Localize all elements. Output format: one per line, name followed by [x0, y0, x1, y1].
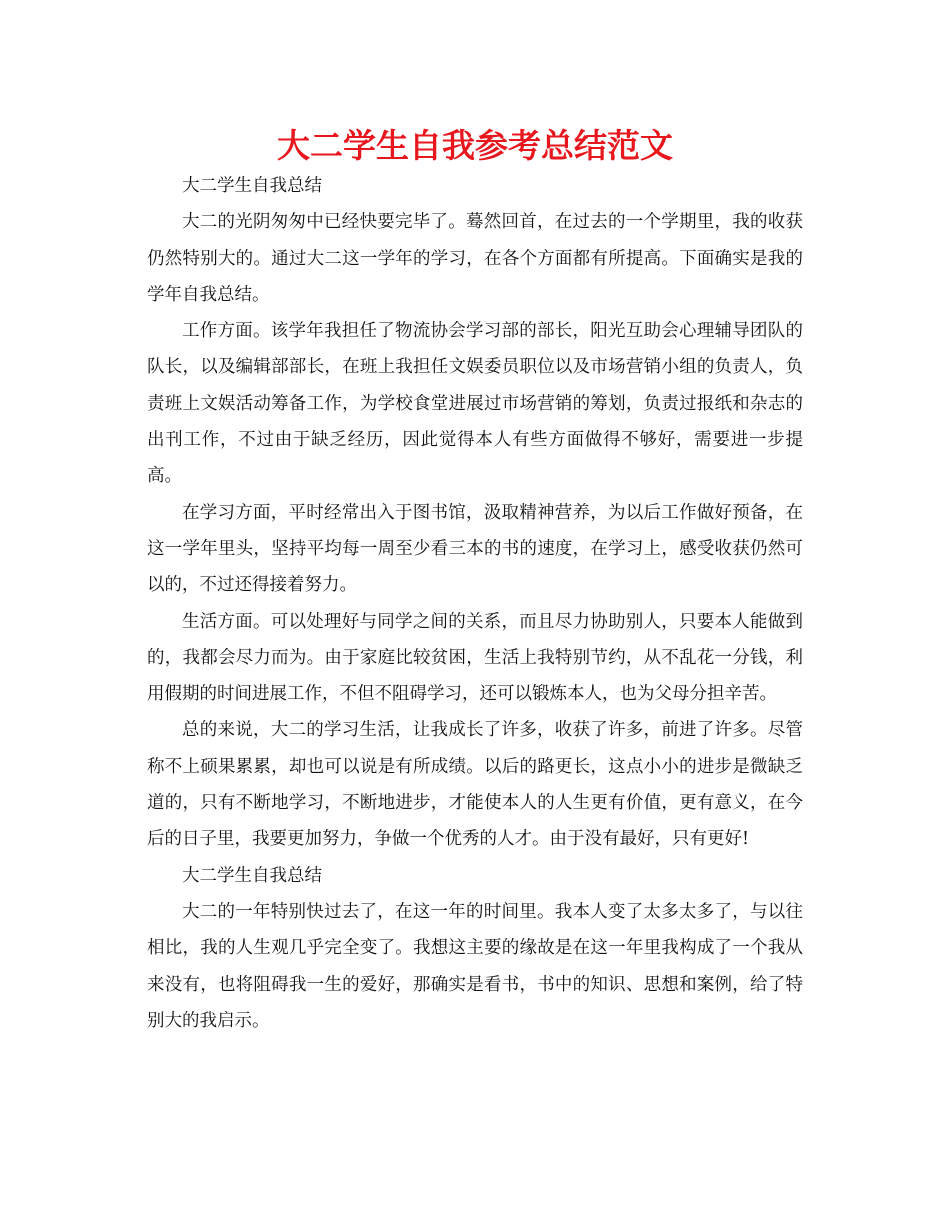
paragraph: 大二的光阴匆匆中已经快要完毕了。蓦然回首，在过去的一个学期里，我的收获仍然特别大的。通过大二这一学年的学习，在各个方面都有所提高。下面确实是我的学年自我总结。 [147, 212, 803, 305]
paragraph: 总的来说，大二的学习生活，让我成长了许多，收获了许多，前进了许多。尽管称不上硕果累累，却也可以说是有所成绩。以后的路更长，这点小小的进步是微缺乏道的，只有不断地学习，不断地进步，才能使本人的人生更有价值，更有意义，在今后的日子里，我要更加努力，争做一个优秀的人才。由于没有最好，只有更好! [147, 720, 803, 850]
paragraph: 工作方面。该学年我担任了物流协会学习部的部长，阳光互助会心理辅导团队的队长，以及编辑部部长，在班上我担任文娱委员职位以及市场营销小组的负责人，负责班上文娱活动筹备工作，为学校食堂进展过市场营销的筹划，负责过报纸和杂志的出刊工作，不过由于缺乏经历，因此觉得本人有些方面做得不够好，需要进一步提高。 [147, 321, 803, 487]
section-heading: 大二学生自我总结 [182, 176, 322, 196]
paragraph: 在学习方面，平时经常出入于图书馆，汲取精神营养，为以后工作做好预备，在这一学年里头，坚持平均每一周至少看三本的书的速度，在学习上，感受收获仍然可以的，不过还得接着努力。 [147, 502, 803, 596]
document-title: 大二学生自我参考总结范文 [277, 126, 673, 165]
document-body [147, 168, 803, 1039]
section-heading: 大二学生自我总结 [182, 865, 322, 886]
paragraph: 生活方面。可以处理好与同学之间的关系，而且尽力协助别人，只要本人能做到的，我都会尽力而为。由于家庭比较贫困，生活上我特别节约，从不乱花一分钱，利用假期的时间进展工作，不但不阻碍学习，还可以锻炼本人，也为父母分担辛苦。 [147, 611, 803, 705]
paragraph: 大二的一年特别快过去了，在这一年的时间里。我本人变了太多太多了，与以往相比，我的人生观几乎完全变了。我想这主要的缘故是在这一年里我构成了一个我从来没有，也将阻碍我一生的爱好，那确实是看书，书中的知识、思想和案例，给了特别大的我启示。 [147, 901, 803, 1031]
